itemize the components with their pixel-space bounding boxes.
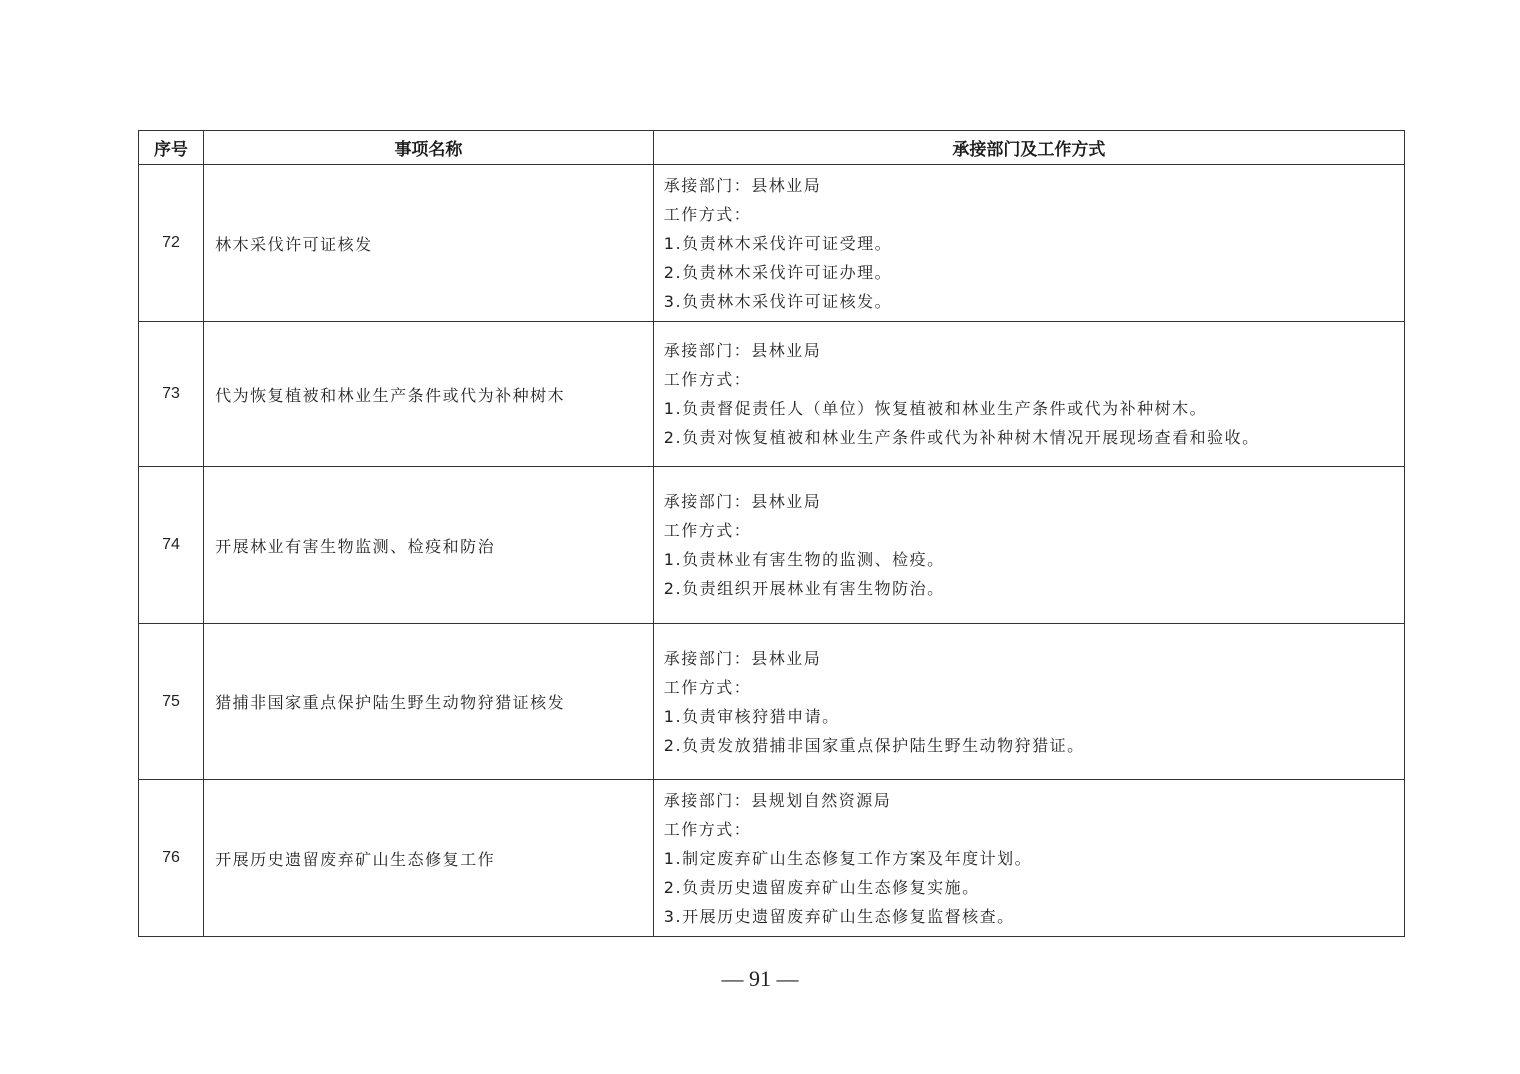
table-row (139, 780, 1405, 937)
header-name: 事项名称 (204, 131, 654, 165)
dept-line: 承接部门：县林业局 (663, 648, 822, 668)
header-dept: 承接部门及工作方式 (653, 131, 1404, 165)
dept-line: 2.负责历史遗留废弃矿山生态修复实施。 (663, 877, 980, 897)
row-item-name: 林木采伐许可证核发 (204, 165, 654, 322)
dept-line: 1.制定废弃矿山生态修复工作方案及年度计划。 (663, 848, 1033, 868)
page-number: — 91 — (721, 966, 799, 991)
table-row (139, 322, 1405, 467)
header-seq: 序号 (139, 131, 204, 165)
dept-line: 工作方式： (663, 521, 752, 540)
row-seq: 75 (139, 624, 204, 780)
dept-line: 承接部门：县林业局 (663, 175, 822, 195)
row-dept-method (653, 467, 1404, 624)
dept-line: 2.负责林木采伐许可证办理。 (663, 262, 893, 282)
dept-line: 承接部门：县林业局 (663, 341, 822, 360)
row-item-name: 代为恢复植被和林业生产条件或代为补种树木 (204, 322, 654, 467)
document-table (138, 130, 1405, 937)
row-seq: 72 (139, 165, 204, 322)
row-dept-method (653, 322, 1404, 467)
row-seq: 74 (139, 467, 204, 624)
dept-line: 3.负责林木采伐许可证核发。 (663, 291, 893, 311)
dept-line: 3.开展历史遗留废弃矿山生态修复监督核查。 (663, 906, 1015, 926)
dept-line: 1.负责督促责任人（单位）恢复植被和林业生产条件或代为补种树木。 (663, 399, 1208, 418)
dept-line: 工作方式： (663, 819, 752, 839)
table-row (139, 467, 1405, 624)
dept-line: 1.负责审核狩猎申请。 (663, 706, 840, 726)
dept-line: 工作方式： (663, 370, 752, 389)
dept-line: 1.负责林木采伐许可证受理。 (663, 233, 893, 253)
table-row (139, 624, 1405, 780)
dept-line: 2.负责发放猎捕非国家重点保护陆生野生动物狩猎证。 (663, 735, 1085, 755)
row-dept-method (653, 780, 1404, 937)
row-seq: 76 (139, 780, 204, 937)
dept-line: 1.负责林业有害生物的监测、检疫。 (663, 550, 945, 569)
row-item-name: 猎捕非国家重点保护陆生野生动物狩猎证核发 (204, 624, 654, 780)
table-row (139, 165, 1405, 322)
row-dept-method (653, 165, 1404, 322)
dept-line: 承接部门：县规划自然资源局 (663, 790, 892, 810)
row-seq: 73 (139, 322, 204, 467)
dept-line: 工作方式： (663, 204, 752, 224)
dept-line: 承接部门：县林业局 (663, 492, 822, 511)
dept-line: 2.负责对恢复植被和林业生产条件或代为补种树木情况开展现场查看和验收。 (663, 428, 1260, 447)
dept-line: 2.负责组织开展林业有害生物防治。 (663, 579, 945, 598)
dept-line: 工作方式： (663, 677, 752, 697)
row-item-name: 开展林业有害生物监测、检疫和防治 (204, 467, 654, 624)
table-header-row (139, 131, 1405, 165)
row-item-name: 开展历史遗留废弃矿山生态修复工作 (204, 780, 654, 937)
row-dept-method (653, 624, 1404, 780)
